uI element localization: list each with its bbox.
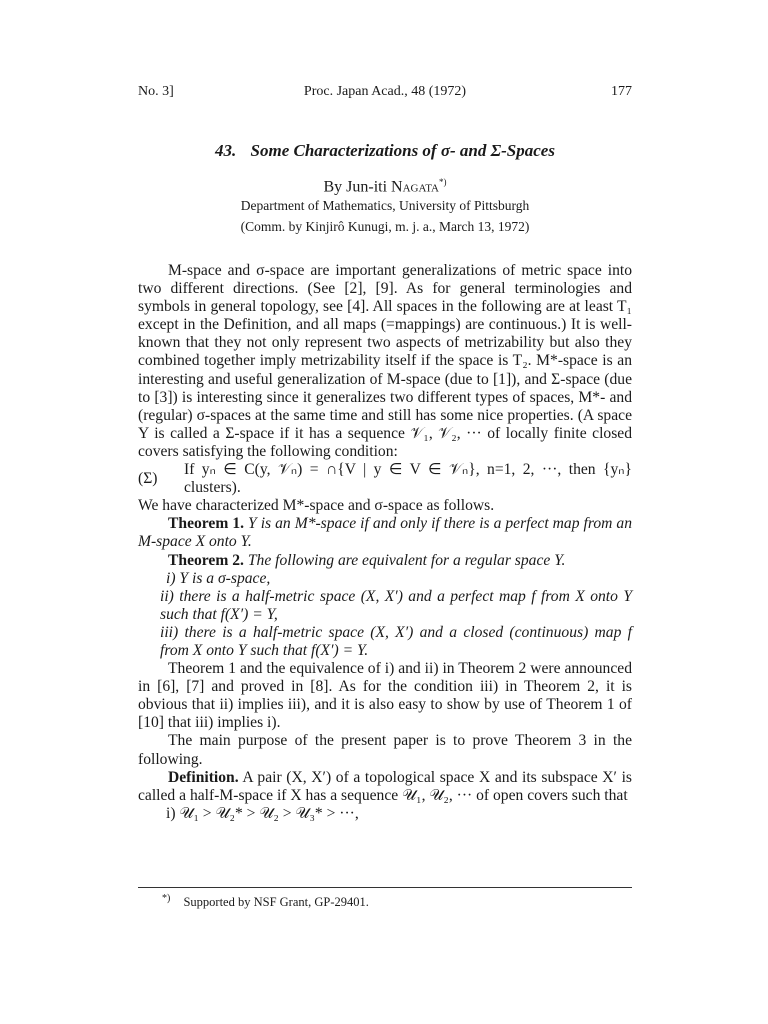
journal-citation: Proc. Japan Acad., 48 (1972)	[303, 84, 467, 99]
sigma-condition-tag: (Σ)	[138, 470, 158, 488]
author-affiliation: Department of Mathematics, University of Pittsburgh	[240, 198, 530, 213]
definition-text: A pair (X, X′) of a topological space X and its subspace X′ is called a half-M-space if X has a sequence 𝒰₁, 𝒰₂, ··· of open covers such that	[138, 768, 632, 804]
author-line	[138, 177, 632, 196]
author-by: By Jun-iti	[323, 178, 388, 196]
definition-head: Definition.	[168, 768, 239, 786]
article-title-text: Some Characterizations of σ- and Σ-Spaces	[250, 141, 555, 160]
theorem-1-head: Theorem 1.	[168, 515, 245, 533]
paragraph-announced: Theorem 1 and the equivalence of i) and ii) in Theorem 2 were announced in [6], [7] and proved in [8]. As for the condition iii) in Theorem 2, it is obvious that ii) implies iii), and it is also easy to show by use of Theorem 1 of [10] that iii) implies i).	[138, 660, 632, 732]
running-head	[138, 84, 632, 106]
theorem-2	[138, 552, 632, 570]
communicated-by: (Comm. by Kinjirô Kunugi, m. j. a., March 13, 1972)	[240, 219, 530, 234]
theorem-2-item-i: i) Y is a σ-space,	[166, 569, 271, 587]
paragraph-purpose: The main purpose of the present paper is to prove Theorem 3 in the following.	[138, 732, 632, 768]
author-footnote-mark: *)	[439, 177, 447, 187]
article-body	[138, 262, 632, 823]
theorem-2-item-ii: ii) there is a half-metric space (X, X′) and a perfect map f from X onto Y such that f(X′) = Y,	[160, 587, 632, 623]
issue-number: No. 3]	[138, 84, 174, 99]
theorem-1	[138, 515, 632, 551]
paragraph-characterized: We have characterized M*-space and σ-space as follows.	[138, 497, 495, 515]
definition	[138, 769, 632, 805]
theorem-1-text: Y is an M*-space if and only if there is a perfect map from an M-space X onto Y.	[138, 515, 632, 551]
definition-item-i: i) 𝒰₁ > 𝒰₂* > 𝒰₂ > 𝒰₃* > ···,	[166, 804, 359, 822]
theorem-2-head: Theorem 2.	[168, 551, 244, 569]
footnote-rule	[138, 887, 632, 888]
page-number: 177	[611, 84, 632, 99]
theorem-2-item-iii: iii) there is a half-metric space (X, X′) and a closed (continuous) map f from X onto Y such that f(X′) = Y.	[160, 623, 632, 659]
footnote	[162, 893, 632, 910]
footnote-mark: *)	[162, 893, 171, 904]
author-surname: Nagata	[391, 178, 439, 196]
article-number: 43.	[215, 141, 237, 160]
sigma-condition	[138, 461, 632, 497]
article-title	[138, 141, 632, 161]
footnote-text: Supported by NSF Grant, GP-29401.	[183, 895, 369, 910]
sigma-condition-text: If yₙ ∈ C(y, 𝒱ₙ) = ∩{V | y ∈ V ∈ 𝒱ₙ}, n=1, 2, ···, then {yₙ} clusters).	[184, 461, 632, 497]
paragraph-intro: M-space and σ-space are important generalizations of metric space into two different directions. (See [2], [9]. As for general terminologies and symbols in general topology, see [4]. All spaces in the following are at least T₁ except in the Definition, and all maps (=mappings) are continuous.) It is well-known that they not only represent two aspects of metrizability but also they combined together imply metrizability itself if the space is T₂. M*-space is an interesting and useful generalization of M-space (due to [1]), and Σ-space (due to [3]) is interesting since it generalizes two different types of spaces, M*- and (regular) σ-spaces at the same time and still has some nice properties. (A space Y is called a Σ-space if it has a sequence 𝒱₁, 𝒱₂, ··· of locally finite closed covers satisfying the following condition:	[138, 262, 632, 460]
theorem-2-text: The following are equivalent for a regular space Y.	[247, 551, 566, 569]
